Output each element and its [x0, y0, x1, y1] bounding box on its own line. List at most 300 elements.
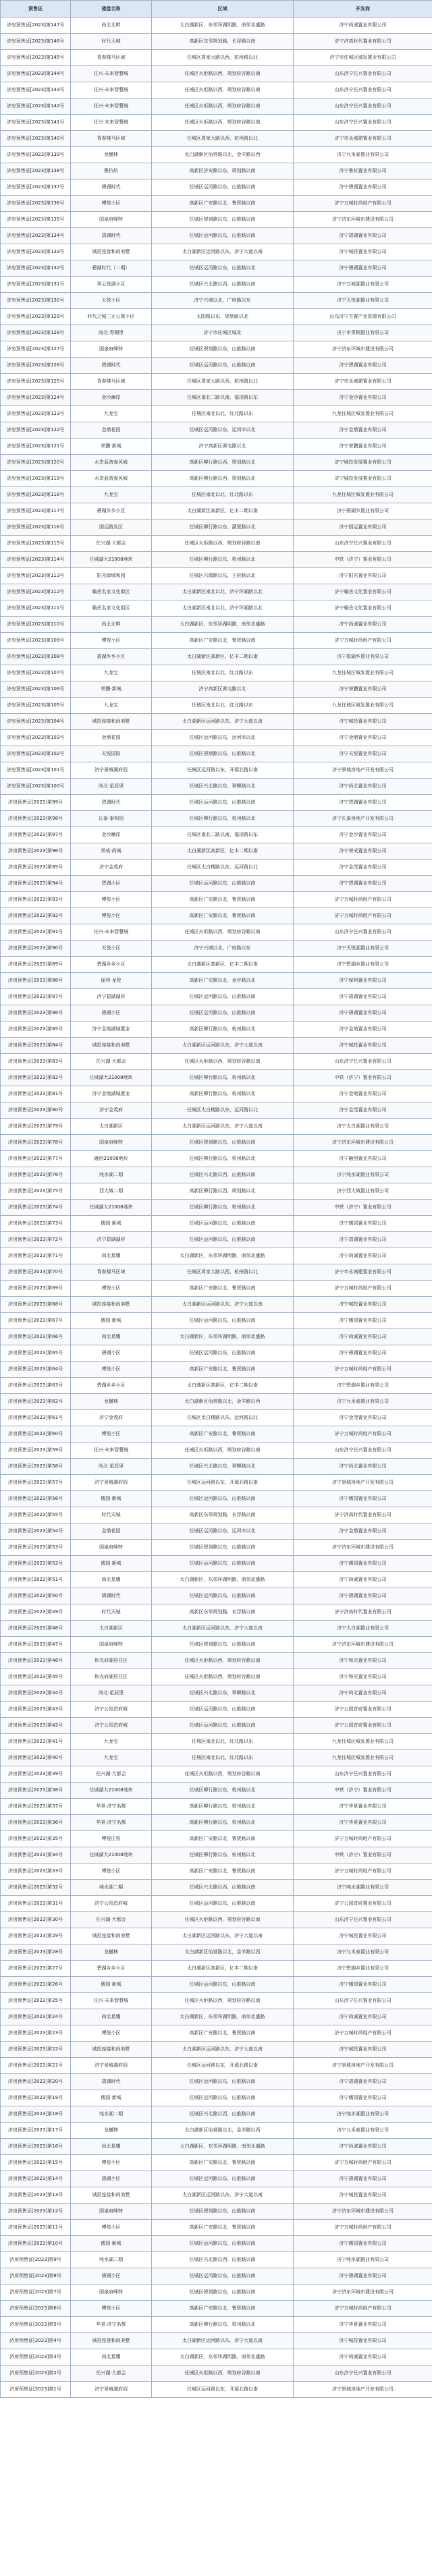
table-row [1, 1248, 432, 1264]
table-row [1, 374, 432, 390]
cell-area: 高新区广安路以北，鲁贤路以南 [152, 633, 294, 649]
cell-area: 济宁高新区黄屯路以北 [152, 439, 294, 455]
cell-area: 高新区广安路以北，鲁贤路以南 [152, 196, 294, 212]
cell-developer: 中铁（济宁）置业有限公司 [294, 1200, 432, 1216]
cell-developer: 济宁尚诚置业有限公司 [294, 2139, 432, 2155]
cell-area: 太白湖新区运河路以东，济宁大道以南 [152, 714, 294, 730]
cell-project: 碧湖时代 [71, 358, 152, 374]
cell-project: 九龙宝 [71, 1750, 152, 1766]
table-row [1, 762, 432, 779]
cell-permit: 济房预售证[2023]第50号 [1, 1588, 71, 1604]
cell-permit: 济房预售证[2023]第61号 [1, 1410, 71, 1426]
cell-developer: 济宁景城房地产开发有限公司 [294, 2058, 432, 2074]
cell-permit: 济房预售证[2023]第101号 [1, 762, 71, 779]
cell-permit: 济房预售证[2023]第132号 [1, 260, 71, 277]
table-row [1, 1232, 432, 1248]
cell-developer: 济宁金沙置业有限公司 [294, 827, 432, 843]
cell-project: 城投连接和尚美墅 [71, 244, 152, 260]
cell-developer: 山东济宁任兴置业有限公司 [294, 66, 432, 82]
cell-permit: 济房预售证[2023]第143号 [1, 82, 71, 99]
cell-developer: 九龙任城区城发置业有限公司 [294, 665, 432, 681]
cell-area: 任城区运河路以东，运河市以北 [152, 422, 294, 439]
table-row [1, 2349, 432, 2365]
table-row [1, 892, 432, 908]
cell-developer: 济宁碧湖乡置业有限公司 [294, 649, 432, 665]
cell-project: 碧湖时代 [71, 228, 152, 244]
cell-developer: 山东济宁任兴置业有限公司 [294, 82, 432, 99]
cell-permit: 济房预售证[2023]第87号 [1, 989, 71, 1005]
table-row [1, 1718, 432, 1734]
cell-project: 碧湖乡乡小区 [71, 503, 152, 520]
cell-developer: 济宁碧湖置业有限公司 [294, 2171, 432, 2187]
cell-permit: 济房预售证[2023]第49号 [1, 1604, 71, 1621]
cell-project: 纯水湖二期 [71, 1167, 152, 1183]
cell-project: 金沙澜岸 [71, 827, 152, 843]
cell-project: 国泉府峰特 [71, 1135, 152, 1151]
cell-permit: 济房预售证[2023]第81号 [1, 1086, 71, 1102]
cell-permit: 济房预售证[2023]第69号 [1, 1281, 71, 1297]
cell-permit: 济房预售证[2023]第33号 [1, 1864, 71, 1880]
cell-developer: 济宁儒园置业有限公司 [294, 2236, 432, 2252]
table-row [1, 600, 432, 617]
table-row [1, 212, 432, 228]
table-row [1, 1151, 432, 1167]
cell-permit: 济房预售证[2023]第89号 [1, 957, 71, 973]
cell-permit: 济房预售证[2023]第2号 [1, 2365, 71, 2382]
cell-permit: 济房预售证[2023]第65号 [1, 1345, 71, 1362]
table-row [1, 779, 432, 795]
cell-project: 城投连接和尚美墅 [71, 1297, 152, 1313]
cell-developer: 济宁万城时尚地产有限公司 [294, 1362, 432, 1378]
cell-project: 尚北星耀 [71, 2009, 152, 2025]
cell-area: 任城区火炬路以西，规划府谷路以南 [152, 99, 294, 115]
cell-permit: 济房预售证[2023]第141号 [1, 115, 71, 131]
table-row [1, 1734, 432, 1750]
cell-permit: 济房预售证[2023]第73号 [1, 1216, 71, 1232]
table-row [1, 260, 432, 277]
cell-project: 太白湖新区 [71, 1621, 152, 1637]
table-row [1, 876, 432, 892]
cell-area: 任城区火炬路以西，规划府谷路以南 [152, 115, 294, 131]
cell-area: 任城区兴北路以西，山推路以南 [152, 2252, 294, 2268]
cell-area: 高新区东邻规划路，长浮路以南 [152, 1604, 294, 1621]
cell-area: 高新区柳行路以东，杭州路以北 [152, 1815, 294, 1831]
cell-permit: 济房预售证[2023]第21号 [1, 2058, 71, 2074]
cell-area: 任城区运河路以东，山推路以南 [152, 1005, 294, 1021]
cell-project: 尚北星耀 [71, 2139, 152, 2155]
cell-developer: 济宁荣鹏置业有限公司 [294, 439, 432, 455]
table-row [1, 309, 432, 325]
cell-permit: 济房预售证[2023]第117号 [1, 503, 71, 520]
cell-project: 龙樾林 [71, 2123, 152, 2139]
cell-permit: 济房预售证[2023]第114号 [1, 552, 71, 568]
cell-permit: 济房预售证[2023]第57号 [1, 1475, 71, 1491]
cell-permit: 济房预售证[2023]第34号 [1, 1847, 71, 1864]
cell-permit: 济房预售证[2023]第29号 [1, 1928, 71, 1944]
cell-permit: 济房预售证[2023]第26号 [1, 1977, 71, 1993]
cell-developer: 济宁城投发展置业有限公司 [294, 471, 432, 487]
table-row [1, 1912, 432, 1928]
table-row [1, 860, 432, 876]
cell-permit: 济房预售证[2023]第23号 [1, 2025, 71, 2042]
cell-developer: 山东济宁任兴置业有限公司 [294, 1054, 432, 1070]
table-row [1, 50, 432, 66]
cell-project: 荣成·尚城 [71, 843, 152, 860]
cell-permit: 济房预售证[2023]第79号 [1, 1119, 71, 1135]
cell-project: 任兴湖·大都会 [71, 1054, 152, 1070]
table-row [1, 66, 432, 82]
cell-area: 任城区运河路以东，山推路以南 [152, 1313, 294, 1329]
cell-project: 时代天城 [71, 34, 152, 50]
cell-project: 天悦国际 [71, 746, 152, 762]
cell-project: 碧湖时代（二期） [71, 260, 152, 277]
cell-project: 纯水湖二期 [71, 2106, 152, 2123]
cell-permit: 济房预售证[2023]第84号 [1, 1038, 71, 1054]
table-row [1, 908, 432, 924]
cell-area: 任城区运河路以东，开源北路以南 [152, 2382, 294, 2398]
cell-developer: 济宁城投置业有限公司 [294, 1928, 432, 1944]
cell-developer: 济宁景城房地产开发有限公司 [294, 762, 432, 779]
cell-project: 时代天城 [71, 1507, 152, 1523]
table-row [1, 2187, 432, 2204]
table-row [1, 1637, 432, 1653]
table-row [1, 989, 432, 1005]
table-row [1, 843, 432, 860]
table-row [1, 1119, 432, 1135]
cell-developer: 济宁碧湖置业有限公司 [294, 2074, 432, 2090]
cell-developer: 济宁城投置业有限公司 [294, 2187, 432, 2204]
cell-permit: 济房预售证[2023]第90号 [1, 941, 71, 957]
cell-project: 和光府湖居住区 [71, 1669, 152, 1685]
table-row [1, 1183, 432, 1200]
cell-permit: 济房预售证[2023]第14号 [1, 2171, 71, 2187]
cell-project: 尚北星耀 [71, 1248, 152, 1264]
cell-developer: 济宁万城时尚地产有限公司 [294, 1426, 432, 1443]
cell-permit: 济房预售证[2023]第93号 [1, 892, 71, 908]
cell-project: 博悦小区 [71, 2220, 152, 2236]
cell-developer: 济宁尚诚置业有限公司 [294, 1329, 432, 1345]
table-row [1, 244, 432, 260]
table-row [1, 1070, 432, 1086]
cell-area: 任城区柳行路以东，杭州路以北 [152, 1200, 294, 1216]
table-row [1, 1880, 432, 1896]
cell-area: 任城区运河路以东，山推路以南 [152, 1232, 294, 1248]
cell-permit: 济房预售证[2023]第142号 [1, 99, 71, 115]
table-row [1, 2139, 432, 2155]
cell-project: 济宁公园首府城 [71, 1896, 152, 1912]
cell-project: 任兴湖·大都会 [71, 1912, 152, 1928]
cell-area: 高新区柳行路以东，杭州路以北 [152, 1799, 294, 1815]
cell-developer: 济宁城投置业有限公司 [294, 1038, 432, 1054]
table-row [1, 1475, 432, 1491]
table-row [1, 1588, 432, 1604]
cell-area: 太白湖新区，东邻环湖明路，南邻北盛路 [152, 2009, 294, 2025]
cell-project: 碧湖小区 [71, 2171, 152, 2187]
cell-project: 任兴·未来智慧城 [71, 115, 152, 131]
cell-area: 任城区运河路以东，山推路以南 [152, 989, 294, 1005]
cell-project: 九龙宝 [71, 665, 152, 681]
cell-developer: 济宁儒园置业有限公司 [294, 1491, 432, 1507]
cell-permit: 济房预售证[2023]第20号 [1, 2074, 71, 2090]
cell-permit: 济房预售证[2023]第42号 [1, 1718, 71, 1734]
cell-project: 碧湖小区 [71, 1005, 152, 1021]
table-row [1, 1540, 432, 1556]
cell-developer: 济宁金鼎置业有限公司 [294, 422, 432, 439]
cell-project: 济宁景城湖府园 [71, 2058, 152, 2074]
cell-project: 碧湖乡乡小区 [71, 649, 152, 665]
cell-developer: 中铁（济宁）置业有限公司 [294, 1847, 432, 1864]
cell-area: 太白湖新区高新区，亿丰二期以南 [152, 503, 294, 520]
cell-developer: 济宁儒园置业有限公司 [294, 1313, 432, 1329]
cell-permit: 济房预售证[2023]第10号 [1, 2236, 71, 2252]
cell-project: 博悦小区 [71, 196, 152, 212]
cell-permit: 济房预售证[2023]第137号 [1, 179, 71, 196]
cell-project: 金鼎花园 [71, 730, 152, 746]
cell-area: 任城区火炬路以西，规划府谷路以南 [152, 2365, 294, 2382]
cell-developer: 济宁市永城建置业有限公司 [294, 374, 432, 390]
cell-area: 任城区运河路以东，山推路以南 [152, 1588, 294, 1604]
cell-area: 太白湖新区高新区，亿丰二期以南 [152, 1961, 294, 1977]
cell-permit: 济房预售证[2023]第125号 [1, 374, 71, 390]
cell-permit: 济房预售证[2023]第95号 [1, 860, 71, 876]
cell-project: 国泉府峰特 [71, 2285, 152, 2301]
cell-project: 任兴·未来智慧城 [71, 82, 152, 99]
cell-permit: 济房预售证[2023]第17号 [1, 2123, 71, 2139]
cell-area: 任城区兴北路以东，翠柳路以北 [152, 779, 294, 795]
cell-permit: 济房预售证[2023]第44号 [1, 1685, 71, 1702]
cell-permit: 济房预售证[2023]第64号 [1, 1362, 71, 1378]
cell-developer: 济宁济高时代置业有限公司 [294, 1604, 432, 1621]
table-row [1, 487, 432, 503]
cell-permit: 济房预售证[2023]第113号 [1, 568, 71, 584]
table-row [1, 1896, 432, 1912]
cell-area: 任城区兴北路以东，翠柳路以北 [152, 1459, 294, 1475]
cell-developer: 济宁保利置业有限公司 [294, 973, 432, 989]
cell-developer: 济宁和光置业有限公司 [294, 1653, 432, 1669]
cell-project: 济宁景城湖府园 [71, 2382, 152, 2398]
cell-developer: 济宁儒园置业有限公司 [294, 1216, 432, 1232]
cell-developer: 九龙任城区城发置业有限公司 [294, 1734, 432, 1750]
cell-permit: 济房预售证[2023]第107号 [1, 665, 71, 681]
cell-project: 碧湖乡乡小区 [71, 1961, 152, 1977]
cell-project: 城投连接和尚美墅 [71, 1928, 152, 1944]
cell-project: 太白湖新区 [71, 1119, 152, 1135]
table-row [1, 1345, 432, 1362]
cell-permit: 济房预售证[2023]第78号 [1, 1135, 71, 1151]
cell-area: 任城区柳行路以东，杭州路以北 [152, 552, 294, 568]
table-row [1, 471, 432, 487]
cell-project: 融创21008地块 [71, 1151, 152, 1167]
table-row [1, 1038, 432, 1054]
cell-area: 任城区火炬路以西，规划府谷路以南 [152, 1669, 294, 1685]
cell-permit: 济房预售证[2023]第24号 [1, 2009, 71, 2025]
cell-permit: 济房预售证[2023]第108号 [1, 649, 71, 665]
cell-developer: 中铁（济宁）置业有限公司 [294, 552, 432, 568]
cell-project: 国泉府峰特 [71, 1540, 152, 1556]
cell-project: 水岸蓝湾春风城 [71, 455, 152, 471]
cell-area: 高新区广安路以北，鲁贤路以南 [152, 892, 294, 908]
cell-area: 高新区广安路以北，鲁贤路以南 [152, 2301, 294, 2317]
cell-project: 国泉府峰特 [71, 341, 152, 358]
cell-project: 博悦小区 [71, 2155, 152, 2171]
cell-area: 任城区南北以北，红北路以东 [152, 1750, 294, 1766]
cell-permit: 济房预售证[2023]第28号 [1, 1944, 71, 1961]
table-row [1, 1928, 432, 1944]
cell-area: 高新区柳行路以西，规划路以北 [152, 1183, 294, 1200]
cell-project: 国泉府峰特 [71, 1637, 152, 1653]
cell-permit: 济房预售证[2023]第80号 [1, 1102, 71, 1119]
table-row [1, 2025, 432, 2042]
cell-area: 任城区南北二路以南，福田路以东 [152, 390, 294, 406]
cell-area: 任城区柳行路以东，灌里路以北 [152, 520, 294, 536]
table-row [1, 730, 432, 746]
cell-permit: 济房预售证[2023]第13号 [1, 2187, 71, 2204]
cell-developer: 济宁太白湖置业有限公司 [294, 1621, 432, 1637]
cell-developer: 济宁西大城置业有限公司 [294, 1183, 432, 1200]
cell-permit: 济房预售证[2023]第109号 [1, 633, 71, 649]
table-row [1, 228, 432, 244]
cell-area: 任城区运河路以东，山推路以南 [152, 228, 294, 244]
cell-developer: 济宁万城时尚地产有限公司 [294, 908, 432, 924]
cell-area: 任城区火炬路以西，规划府谷路以南 [152, 1653, 294, 1669]
cell-area: 高新区柳行路以西，规划路以北 [152, 471, 294, 487]
cell-project: 博悦小区 [71, 633, 152, 649]
cell-permit: 济房预售证[2023]第76号 [1, 1167, 71, 1183]
cell-permit: 济房预售证[2023]第82号 [1, 1070, 71, 1086]
cell-area: 高新区广安路以北，金宇路以北 [152, 973, 294, 989]
table-row [1, 1200, 432, 1216]
cell-developer: 山东济宁任兴置业有限公司 [294, 1993, 432, 2009]
cell-area: 高新区柳行路以东，杭州路以北 [152, 2317, 294, 2333]
cell-area: 任城区火炬路以西，规划府谷路以南 [152, 1054, 294, 1070]
cell-permit: 济房预售证[2023]第129号 [1, 309, 71, 325]
cell-permit: 济房预售证[2023]第133号 [1, 244, 71, 260]
cell-permit: 济房预售证[2023]第25号 [1, 1993, 71, 2009]
cell-area: 任城区运河路以东，山推路以南 [152, 2074, 294, 2090]
cell-permit: 济房预售证[2023]第106号 [1, 681, 71, 698]
cell-permit: 济房预售证[2023]第105号 [1, 698, 71, 714]
cell-area: 任城区南北二路以南，福田路以东 [152, 827, 294, 843]
cell-permit: 济房预售证[2023]第3号 [1, 2349, 71, 2365]
cell-area: 太白湖新区，东邻环湖明路，南邻北盛路 [152, 18, 294, 34]
cell-developer: 济宁市永城建置业有限公司 [294, 1264, 432, 1281]
cell-area: 太白湖新区运河路以东，济宁大道以南 [152, 1297, 294, 1313]
cell-area: 任城区火炬路以西，规划府谷路以南 [152, 1993, 294, 2009]
cell-developer: 济宁碧湖置业有限公司 [294, 1232, 432, 1248]
cell-permit: 济房预售证[2023]第46号 [1, 1653, 71, 1669]
table-row [1, 1961, 432, 1977]
cell-permit: 济房预售证[2023]第55号 [1, 1507, 71, 1523]
cell-area: 太白湖新区运河路以东，济宁大道以南 [152, 1928, 294, 1944]
table-row [1, 1750, 432, 1766]
cell-project: 国运路发区 [71, 520, 152, 536]
cell-developer: 济宁尚诚置业有限公司 [294, 1248, 432, 1264]
table-row [1, 2009, 432, 2025]
table-row [1, 520, 432, 536]
cell-project: 济宁金茂府 [71, 860, 152, 876]
cell-permit: 济房预售证[2023]第9号 [1, 2252, 71, 2268]
cell-project: 龙樾林 [71, 1944, 152, 1961]
cell-project: 济宁金茂府 [71, 1410, 152, 1426]
cell-permit: 济房预售证[2023]第134号 [1, 228, 71, 244]
cell-area: 太白湖新区高新区，亿丰二期以南 [152, 843, 294, 860]
table-row [1, 1135, 432, 1151]
cell-project: 龙樾林 [71, 147, 152, 163]
cell-developer: 济宁纯水湖置业有限公司 [294, 1880, 432, 1896]
cell-project: 尚北星耀 [71, 2349, 152, 2365]
table-row [1, 1604, 432, 1621]
cell-developer: 中铁（济宁）置业有限公司 [294, 1783, 432, 1799]
cell-developer: 济宁融创置业有限公司 [294, 1151, 432, 1167]
cell-permit: 济房预售证[2023]第131号 [1, 277, 71, 293]
cell-developer: 济宁儒园置业有限公司 [294, 2090, 432, 2106]
cell-area: 任城区火炬路以西，规划府谷路以南 [152, 924, 294, 941]
cell-developer: 济宁城投置业有限公司 [294, 2042, 432, 2058]
cell-developer: 济宁和光置业有限公司 [294, 1669, 432, 1685]
cell-project: 任兴·未来智慧城 [71, 99, 152, 115]
cell-area: 任城区规划路以东，山推路以南 [152, 1637, 294, 1653]
cell-area: 任城区运河路以东，山推路以南 [152, 2268, 294, 2285]
table-row [1, 2042, 432, 2058]
cell-area: 高新区广安路以北，鲁贤路以南 [152, 1864, 294, 1880]
table-row [1, 795, 432, 811]
cell-developer: 济宁国运置业有限公司 [294, 520, 432, 536]
cell-developer: 济宁尚诚置业有限公司 [294, 2009, 432, 2025]
cell-project: 祥云悦湖小区 [71, 277, 152, 293]
cell-project: 青春楼马区域 [71, 374, 152, 390]
cell-area: 太白湖新区运河路以东，济宁大道以南 [152, 2187, 294, 2204]
cell-project: 任兴·未来智慧城 [71, 924, 152, 941]
cell-permit: 济房预售证[2023]第18号 [1, 2106, 71, 2123]
cell-project: 济宁碧湖湖府 [71, 989, 152, 1005]
cell-area: 任城区规划路以东，山推路以南 [152, 1135, 294, 1151]
cell-developer: 济宁城投置业有限公司 [294, 1297, 432, 1313]
table-row [1, 633, 432, 649]
cell-project: 尚北·星辰里 [71, 1459, 152, 1475]
cell-permit: 济房预售证[2023]第38号 [1, 1783, 71, 1799]
cell-permit: 济房预售证[2023]第99号 [1, 795, 71, 811]
cell-developer: 济宁尚诚置业有限公司 [294, 617, 432, 633]
cell-area: 任城区运河路以东，山推路以南 [152, 2090, 294, 2106]
cell-project: 尚北·青桐里 [71, 325, 152, 341]
cell-area: 任城区南北以北，红北路以东 [152, 406, 294, 422]
cell-project: 碧湖小区 [71, 2268, 152, 2285]
table-row [1, 1491, 432, 1507]
cell-project: 碧湖时代 [71, 179, 152, 196]
cell-project: 博悦小区 [71, 1362, 152, 1378]
cell-area: 任城区兴源路以东，王府路以北 [152, 568, 294, 584]
cell-project: 翰岳名家文化街区 [71, 584, 152, 600]
cell-permit: 济房预售证[2023]第15号 [1, 2155, 71, 2171]
cell-area: 太白湖新区仙营路以北，金羊路以西 [152, 147, 294, 163]
cell-developer: 济宁万城时尚地产有限公司 [294, 2155, 432, 2171]
cell-project: 九龙宝 [71, 406, 152, 422]
cell-permit: 济房预售证[2023]第88号 [1, 973, 71, 989]
table-row [1, 422, 432, 439]
cell-developer: 济宁碧湖置业有限公司 [294, 1588, 432, 1604]
table-row [1, 163, 432, 179]
cell-project: 任城湖大21008地块 [71, 1200, 152, 1216]
cell-developer: 济宁九禾泰置业有限公司 [294, 147, 432, 163]
cell-developer: 济宁九禾泰置业有限公司 [294, 1394, 432, 1410]
table-row [1, 179, 432, 196]
cell-permit: 济房预售证[2023]第68号 [1, 1297, 71, 1313]
cell-developer: 济宁碧湖置业有限公司 [294, 876, 432, 892]
cell-area: 任城区运河路以东，开源北路以南 [152, 762, 294, 779]
table-row [1, 131, 432, 147]
cell-area: 任城区太白楼路以东，运河路以北 [152, 860, 294, 876]
cell-permit: 济房预售证[2023]第147号 [1, 18, 71, 34]
